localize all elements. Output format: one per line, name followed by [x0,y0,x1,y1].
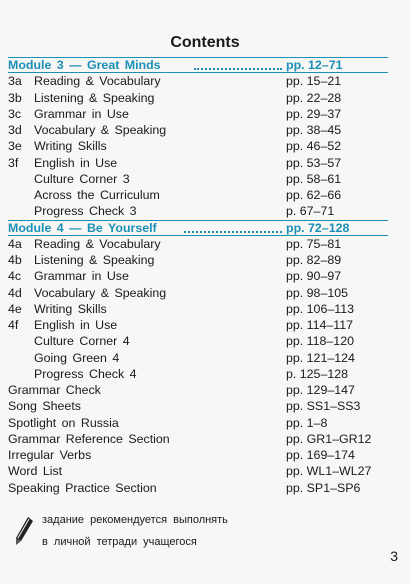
entry-label: Spotlight on Russia [8,415,119,430]
entry-label: Writing Skills [34,301,107,316]
entry-pages: pp. 118–120 [286,334,354,349]
entry-label: Writing Skills [34,139,107,154]
toc-entry [8,236,388,252]
entry-pages: p. 125–128 [286,366,349,381]
page-title: Contents [170,34,240,51]
entry-number: 3a [8,74,22,89]
entry-pages: pp. SS1–SS3 [286,399,361,414]
page-number: 3 [390,548,398,564]
entry-label: Grammar Reference Section [8,431,170,446]
module-3-pages: pp. 12–71 [286,58,343,72]
entry-pages: pp. 22–28 [286,90,342,105]
toc-entry [8,203,388,219]
entry-pages: pp. 129–147 [286,383,355,397]
entry-pages: pp. 29–37 [286,106,342,121]
toc-entry [8,268,388,284]
toc-entry [8,398,388,414]
pencil-icon [14,516,34,553]
toc-entry [8,463,388,479]
entry-label: Vocabulary & Speaking [34,123,167,137]
entry-label: Going Green 4 [34,350,120,365]
entry-label: Across the Curriculum [34,188,160,202]
toc-entry [8,106,388,122]
entry-pages: pp. 106–113 [286,301,354,316]
toc-entry [8,480,388,496]
entry-pages: pp. 38–45 [286,123,342,137]
entry-label: Speaking Practice Section [8,480,157,495]
entry-label: Grammar Check [8,383,101,397]
entry-label: Progress Check 3 [34,204,137,219]
entry-label: Song Sheets [8,399,81,414]
entry-pages: pp. 121–124 [286,350,355,365]
entry-label: Listening & Speaking [34,90,155,105]
entry-pages: pp. 98–105 [286,285,349,300]
toc-entry [8,333,388,349]
entry-number: 4b [8,253,22,267]
entry-number: 4a [8,236,22,251]
entry-label: Culture Corner 4 [34,334,130,349]
entry-label: Grammar in Use [34,106,129,121]
toc-entry [8,317,388,333]
entry-label: Culture Corner 3 [34,171,130,186]
entry-label: English in Use [34,155,118,170]
entry-number: 4f [8,318,19,332]
toc-entry [8,447,388,463]
entry-pages: pp. WL1–WL27 [286,464,372,479]
entry-pages: p. 67–71 [286,204,335,219]
entry-number: 4d [8,285,22,300]
entry-number: 4e [8,301,22,316]
entry-label: Progress Check 4 [34,366,137,381]
entry-label: Listening & Speaking [34,253,155,267]
entry-pages: pp. 62–66 [286,188,342,202]
table-of-contents [8,55,388,496]
entry-label: Vocabulary & Speaking [34,285,167,300]
entry-pages: pp. 58–61 [286,171,342,186]
entry-pages: pp. 90–97 [286,269,342,284]
entry-number: 3e [8,139,22,154]
toc-entry [8,187,388,203]
toc-entry [8,431,388,447]
entry-pages: pp. 75–81 [286,236,342,251]
module-3-header [8,57,388,73]
toc-entry [8,73,388,89]
entry-label: Grammar in Use [34,269,129,284]
entry-number: 3b [8,90,22,105]
module-4-header [8,220,388,236]
toc-entry [8,366,388,382]
entry-label: Reading & Vocabulary [34,74,161,89]
toc-entry [8,301,388,317]
entry-pages: pp. 1–8 [286,415,328,430]
note-line-2: в личной тетради учащегося [42,536,197,548]
entry-pages: pp. 15–21 [286,74,342,89]
toc-entry [8,252,388,268]
entry-pages: pp. GR1–GR12 [286,431,372,446]
entry-label: Irregular Verbs [8,448,92,462]
note-line-1: задание рекомендуется выполнять [42,514,228,526]
entry-pages: pp. 82–89 [286,253,342,267]
entry-pages: pp. 114–117 [286,318,354,332]
toc-entry [8,90,388,106]
entry-pages: pp. 169–174 [286,448,355,462]
toc-entry [8,415,388,431]
toc-entry [8,171,388,187]
entry-number: 3c [8,106,22,121]
entry-label: Word List [8,464,63,479]
toc-entry [8,382,388,398]
module-3-title: Module 3 — Great Minds [8,58,161,72]
entry-label: Reading & Vocabulary [34,236,161,251]
entry-number: 4c [8,269,22,284]
toc-entry [8,350,388,366]
entry-pages: pp. 53–57 [286,155,342,170]
toc-entry [8,155,388,171]
entry-pages: pp. 46–52 [286,139,342,154]
toc-entry [8,138,388,154]
entry-label: English in Use [34,318,118,332]
module-4-title: Module 4 — Be Yourself [8,220,157,235]
entry-number: 3f [8,155,19,170]
toc-entry [8,285,388,301]
module-4-pages: pp. 72–128 [286,220,350,235]
entry-number: 3d [8,123,22,137]
toc-entry [8,122,388,138]
entry-pages: pp. SP1–SP6 [286,480,361,495]
